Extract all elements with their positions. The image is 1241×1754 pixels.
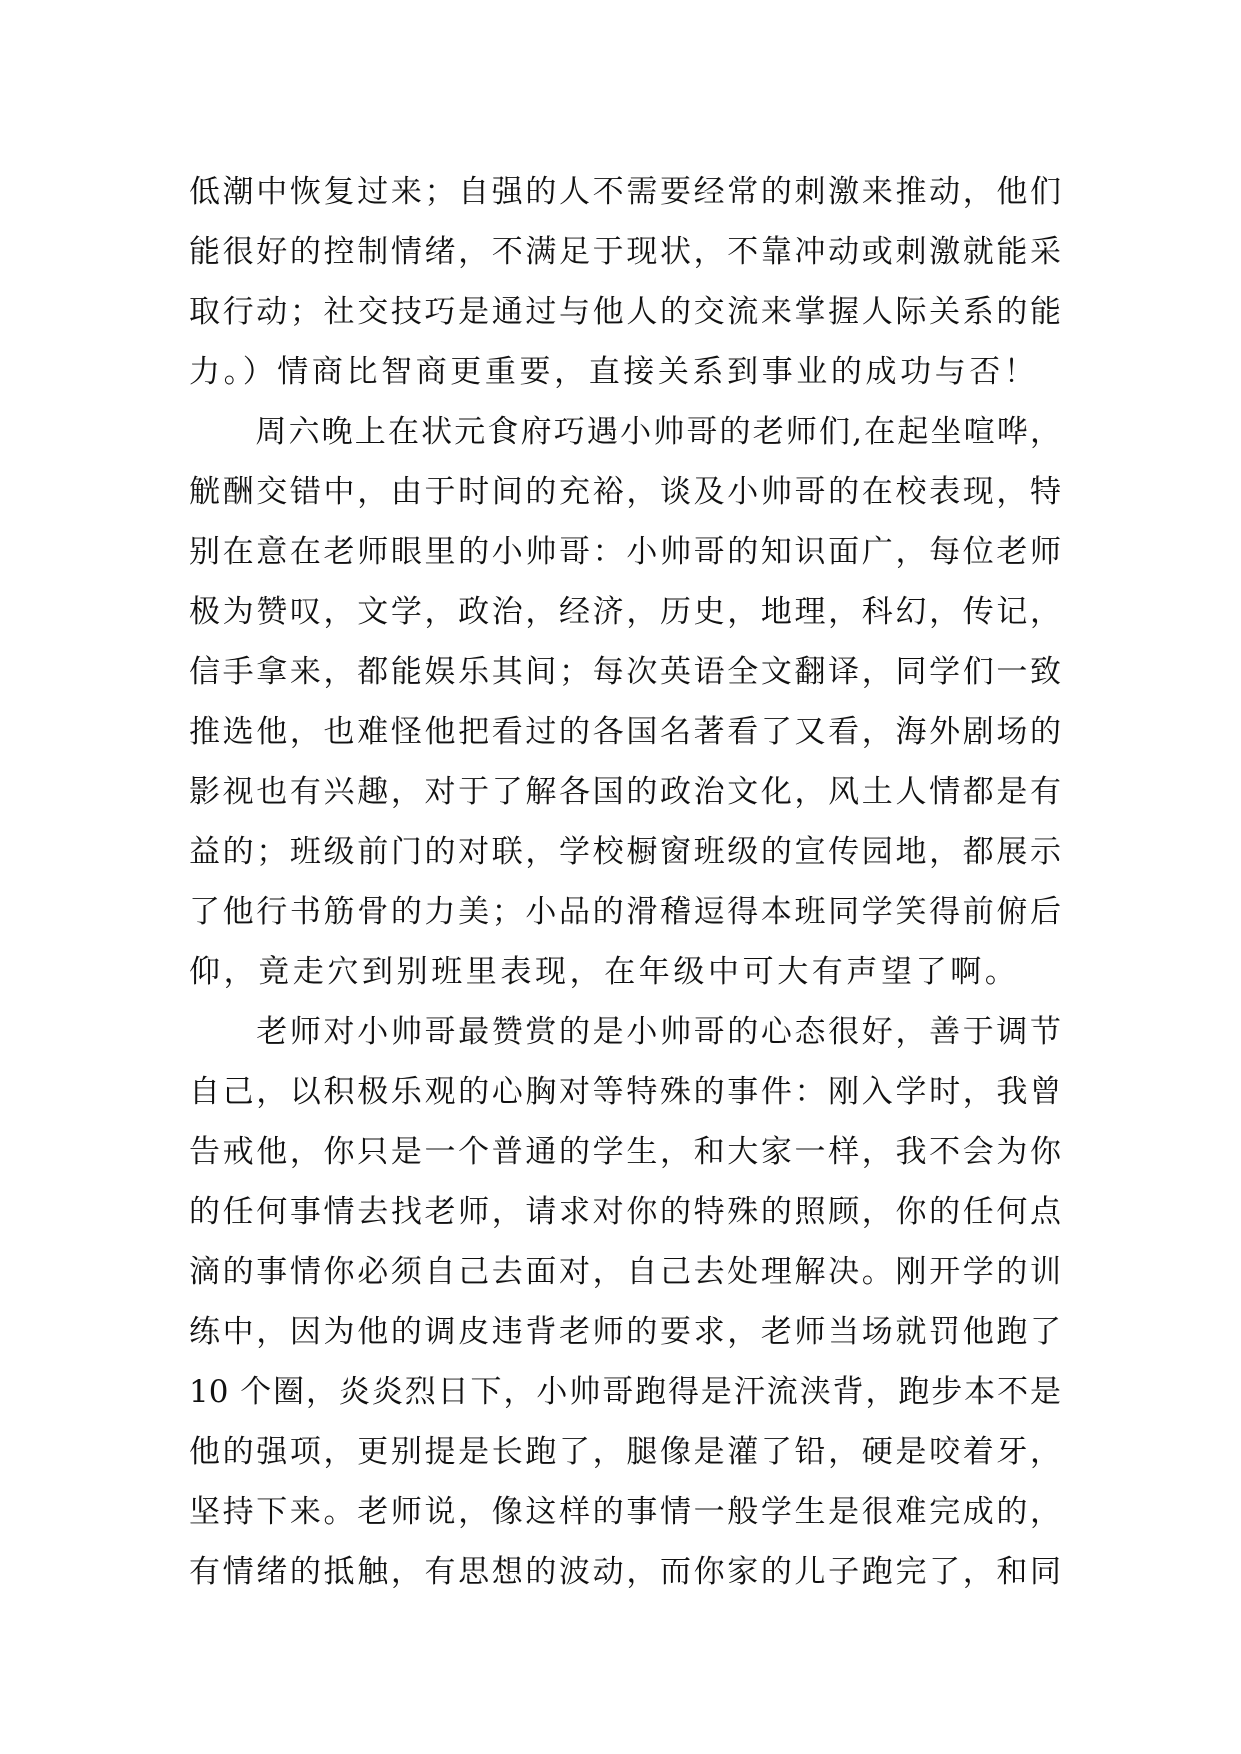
text-line: 益的；班级前门的对联，学校橱窗班级的宣传园地，都展示: [189, 834, 1061, 870]
text-line: 他的强项，更别提是长跑了，腿像是灌了铅，硬是咬着牙，: [189, 1434, 1061, 1470]
text-line: 影视也有兴趣，对于了解各国的政治文化，风土人情都是有: [189, 774, 1061, 810]
text-line: 老师对小帅哥最赞赏的是小帅哥的心态很好，善于调节: [189, 1014, 1061, 1050]
text-line: 10 个圈，炎炎烈日下，小帅哥跑得是汗流浃背，跑步本不是: [189, 1374, 1061, 1410]
text-line: 周六晚上在状元食府巧遇小帅哥的老师们,在起坐喧哗，: [189, 414, 1061, 450]
text-line: 力。）情商比智商更重要，直接关系到事业的成功与否！: [189, 354, 1039, 390]
text-line: 低潮中恢复过来；自强的人不需要经常的刺激来推动，他们: [189, 174, 1061, 210]
text-line: 的任何事情去找老师，请求对你的特殊的照顾，你的任何点: [189, 1194, 1061, 1230]
text-line: 推选他，也难怪他把看过的各国名著看了又看，海外剧场的: [189, 714, 1061, 750]
text-line: 滴的事情你必须自己去面对，自己去处理解决。刚开学的训: [189, 1254, 1061, 1290]
text-line: 了他行书筋骨的力美；小品的滑稽逗得本班同学笑得前俯后: [189, 894, 1061, 930]
text-line: 练中，因为他的调皮违背老师的要求，老师当场就罚他跑了: [189, 1314, 1061, 1350]
text-line: 别在意在老师眼里的小帅哥：小帅哥的知识面广，每位老师: [189, 534, 1061, 570]
text-line: 能很好的控制情绪，不满足于现状，不靠冲动或刺激就能采: [189, 234, 1061, 270]
text-line: 有情绪的抵触，有思想的波动，而你家的儿子跑完了，和同: [189, 1554, 1061, 1590]
text-line: 告戒他，你只是一个普通的学生，和大家一样，我不会为你: [189, 1134, 1061, 1170]
text-line: 取行动；社交技巧是通过与他人的交流来掌握人际关系的能: [189, 294, 1061, 330]
text-line: 仰，竟走穴到别班里表现，在年级中可大有声望了啊。: [189, 954, 1020, 990]
body-text: [189, 162, 1061, 1602]
text-line: 极为赞叹，文学，政治，经济，历史，地理，科幻，传记，: [189, 594, 1061, 630]
text-line: 坚持下来。老师说，像这样的事情一般学生是很难完成的，: [189, 1494, 1061, 1530]
text-line: 觥酬交错中，由于时间的充裕，谈及小帅哥的在校表现，特: [189, 474, 1061, 510]
text-line: 信手拿来，都能娱乐其间；每次英语全文翻译，同学们一致: [189, 654, 1061, 690]
text-line: 自己，以积极乐观的心胸对等特殊的事件：刚入学时，我曾: [189, 1074, 1061, 1110]
